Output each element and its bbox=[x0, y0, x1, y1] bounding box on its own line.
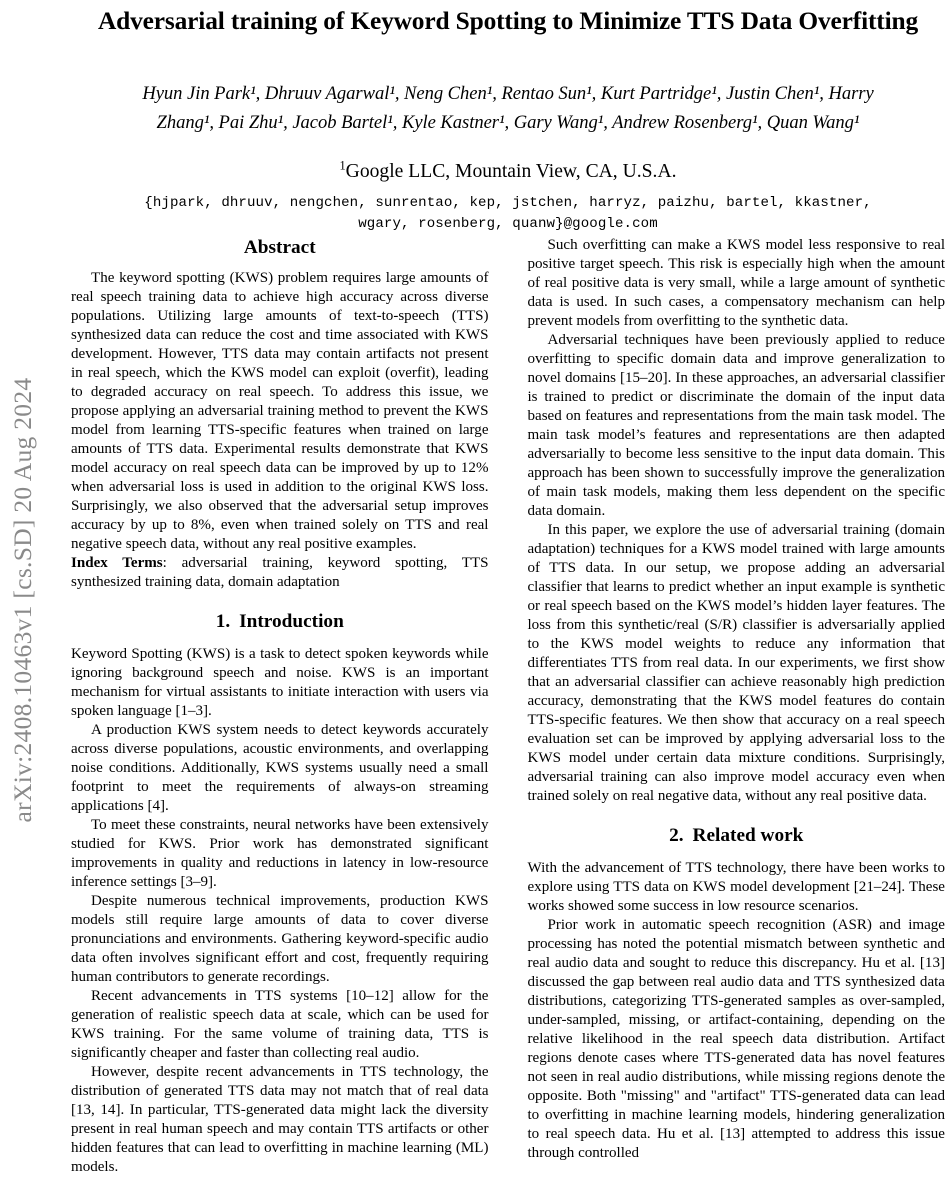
paragraph: Adversarial techniques have been previously applied to reduce overfitting to specific domain data and improve generalization to novel domains [15–20]. In these approaches, an adversarial classifier is trained to predict or discriminate the domain of the input data based on features and representations from the main task model. The main task model’s features and representations are then adapted adversarially to become less sensitive to the input data domain. This approach has been shown to successfully improve the generalization of main task models, making them less dependent on the specific data domain. bbox=[527, 332, 945, 519]
author-emails bbox=[71, 184, 945, 234]
affiliation-marker: 1 bbox=[339, 158, 346, 173]
paragraph: In this paper, we explore the use of adversarial training (domain adaptation) techniques for a KWS model trained with large amounts of TTS data. In our setup, we propose adding an adversarial classifier that learns to predict whether an input example is synthetic or real speech based on the KWS model’s hidden layer features. The loss from this synthetic/real (S/R) classifier is adversarially applied to the KWS model weights to reduce any information that differentiates TTS from real data. In our experiments, we first show that an adversarial classifier can achieve reasonably high prediction accuracy, demonstrating that the KWS model features do contain TTS-specific features. We then show that accuracy on a real speech evaluation set can be improved by applying adversarial loss to the KWS model under certain data mixture conditions. Surprisingly, adversarial training can also improve model accuracy even when trained solely on real negative data, without any real positive data. bbox=[527, 522, 945, 804]
right-column bbox=[528, 236, 946, 1177]
author-list bbox=[71, 35, 945, 137]
section-2-title: Related work bbox=[692, 825, 804, 846]
paragraph: Keyword Spotting (KWS) is a task to detect spoken keywords while ignoring background speech and noise. KWS is an important mechanism for virtual assistants to initiate interaction with users via spoken language [1–3]. bbox=[71, 646, 489, 720]
index-terms bbox=[71, 554, 489, 592]
section-1-title: Introduction bbox=[239, 611, 344, 633]
email-line-2: wgary, rosenberg, quanw}@google.com bbox=[358, 215, 658, 232]
section-1-number: 1. bbox=[215, 611, 231, 633]
page-title: Adversarial training of Keyword Spotting to Minimize TTS Data Overfitting bbox=[97, 7, 919, 35]
paragraph: A production KWS system needs to detect keywords accurately across diverse populations, acoustic environments, and overlapping noise conditions. Additionally, KWS systems usually need a small footprint to meet the requirements of always-on streaming applications [4]. bbox=[71, 722, 489, 815]
arxiv-stamp bbox=[0, 0, 46, 1200]
affiliation bbox=[71, 137, 945, 184]
paragraph: Such overfitting can make a KWS model less responsive to real positive target speech. This risk is especially high when the amount of real positive data is very small, while a large amount of synthetic data is used. In such cases, a compensatory mechanism can help prevent models from overfitting to the synthetic data. bbox=[527, 237, 945, 329]
paragraph: With the advancement of TTS technology, there have been works to explore using TTS data on KWS model development [21–24]. These works showed some success in low resource scenarios. bbox=[527, 860, 945, 915]
affiliation-text: Google LLC, Mountain View, CA, U.S.A. bbox=[345, 160, 677, 182]
section-1-heading bbox=[71, 592, 489, 645]
paragraph: To meet these constraints, neural networks have been extensively studied for KWS. Prior work has demonstrated significant improvements in quality and reductions in latency in low-resource inference settings [3–9]. bbox=[71, 817, 489, 891]
two-column-body bbox=[71, 236, 945, 1177]
arxiv-stamp-text: arXiv:2408.10463v1 [cs.SD] 20 Aug 2024 bbox=[8, 377, 37, 823]
index-terms-label: Index Terms bbox=[71, 555, 163, 572]
paragraph: However, despite recent advancements in TTS technology, the distribution of generated TTS data may not match that of real data [13, 14]. In particular, TTS-generated data might lack the diversity present in real human speech and may contain TTS artifacts or other hidden features that can lead to overfitting in machine learning (ML) models. bbox=[71, 1064, 489, 1176]
paragraph: Prior work in automatic speech recognition (ASR) and image processing has noted the potential mismatch between synthetic and real audio data and sought to reduce this discrepancy. Hu et al. [13] discussed the gap between real audio data and TTS synthesized data distributions, categorizing TTS-generated samples as over-sampled, under-sampled, missing, or artifact-containing, depending on the relative likelihood in the real speech data distribution. Artifact regions denote cases where TTS-generated data has novel features not seen in real audio distributions, while missing regions denote the opposite. Both "missing" and "artifact" TTS-generated data can lead to overfitting in machine learning models, hindering generalization to real speech data. Hu et al. [13] attempted to address this issue through controlled bbox=[527, 917, 945, 1162]
section-2-number: 2. bbox=[669, 825, 684, 846]
author-line-1: Hyun Jin Park¹, Dhruuv Agarwal¹, Neng Chen¹, Rentao Sun¹, Kurt Partridge¹, Justin Chen¹, Harry bbox=[142, 83, 874, 105]
author-line-2: Zhang¹, Pai Zhu¹, Jacob Bartel¹, Kyle Kastner¹, Gary Wang¹, Andrew Rosenberg¹, Quan Wang¹ bbox=[156, 111, 860, 133]
left-column bbox=[71, 236, 489, 1177]
paragraph: Recent advancements in TTS systems [10–12] allow for the generation of realistic speech data at scale, which can be used for KWS training. For the same volume of training data, TTS is significantly cheaper and faster than collecting real audio. bbox=[71, 988, 489, 1062]
abstract-heading: Abstract bbox=[243, 237, 316, 258]
abstract-paragraph: The keyword spotting (KWS) problem requires large amounts of real speech training data to achieve high accuracy across diverse populations. Utilizing large amounts of text-to-speech (TTS) synthesized data can reduce the cost and time associated with KWS development. However, TTS data may contain artifacts not present in real speech, which the KWS model can exploit (overfit), leading to degraded accuracy on real speech. To address this issue, we propose applying an adversarial training method to prevent the KWS model from learning TTS-specific features when trained on large amounts of TTS data. Experimental results demonstrate that KWS model accuracy on real speech data can be improved by up to 12% when adversarial loss is used in addition to the original KWS loss. Surprisingly, we also observed that the adversarial setup improves accuracy by up to 8%, even when trained solely on TTS and real negative speech data, without any real positive examples. bbox=[71, 270, 489, 553]
section-2-heading bbox=[528, 806, 946, 859]
paper-page bbox=[71, 0, 945, 1200]
index-terms-text: : adversarial training, keyword spotting, TTS synthesized training data, domain adaptation bbox=[71, 555, 489, 591]
email-line-1: {hjpark, dhruuv, nengchen, sunrentao, kep, jstchen, harryz, paizhu, bartel, kkastner, bbox=[144, 195, 872, 212]
paragraph: Despite numerous technical improvements, production KWS models still require large amounts of data to cover diverse pronunciations and environments. Gathering keyword-specific audio data often involves significant effort and cost, frequently requiring human contributors to generate recordings. bbox=[71, 893, 489, 986]
